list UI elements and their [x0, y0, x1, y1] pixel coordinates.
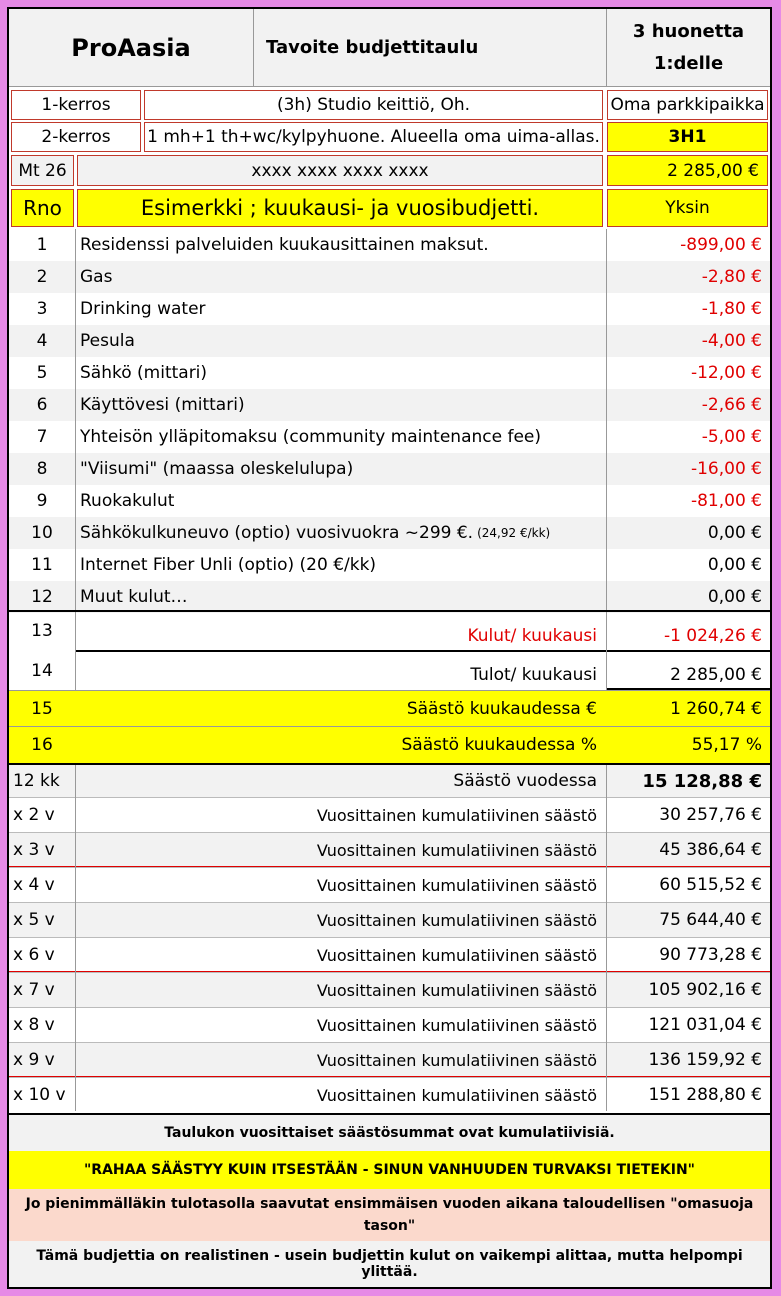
floor2-desc-text: 1 mh+1 th+wc/kylpyhuone. Alueella oma uima-allas.	[147, 127, 600, 147]
col-no-header-text: Rno	[23, 196, 62, 220]
cumulative-desc	[75, 938, 605, 972]
cumulative-row	[9, 1077, 770, 1112]
year-label	[9, 765, 75, 797]
expense-note-text: (24,92 €/kk)	[477, 526, 551, 540]
cumulative-label-text: x 2 v	[13, 805, 55, 825]
expense-row	[9, 325, 770, 357]
row-15-no	[9, 691, 75, 726]
cumulative-value-text: 136 159,92 €	[648, 1050, 762, 1070]
footer-note4-text: Tämä budjettia on realistinen - usein budjettin kulut on vaikempi alittaa, mutta helpompi ylittää.	[36, 1248, 743, 1280]
footer-note3-text: Jo pienimmälläkin tulotasolla saavutat ensimmäisen vuoden aikana taloudellisen "omasuoja tason"	[25, 1196, 754, 1234]
floor2-label	[11, 122, 141, 152]
floor2-desc	[144, 122, 603, 152]
row-13-value-text: -1 024,26 €	[663, 626, 762, 646]
expense-value	[606, 581, 770, 613]
expense-value-text: -5,00 €	[701, 427, 762, 447]
cumulative-value	[606, 938, 770, 972]
row-14-label	[75, 652, 605, 690]
cumulative-desc	[75, 973, 605, 1007]
cumulative-value	[606, 1078, 770, 1112]
expense-label	[75, 581, 605, 613]
cumulative-value-text: 90 773,28 €	[659, 945, 762, 965]
year-value-text: 15 128,88 €	[642, 770, 762, 792]
cumulative-desc-text: Vuosittainen kumulatiivinen säästö	[316, 805, 597, 825]
footer-note3	[9, 1189, 770, 1241]
expense-label	[75, 261, 605, 293]
expense-label	[75, 357, 605, 389]
floor1-desc-text: (3h) Studio keittiö, Oh.	[276, 95, 471, 115]
row-16-label-text: Säästö kuukaudessa %	[401, 735, 597, 755]
expense-row	[9, 453, 770, 485]
row-13-value	[606, 612, 770, 650]
expense-value-text: 0,00 €	[707, 523, 762, 543]
cumulative-value	[606, 798, 770, 832]
row-13	[9, 612, 770, 650]
expense-value	[606, 549, 770, 581]
expense-no-text: 5	[36, 363, 48, 383]
cumulative-row	[9, 1042, 770, 1077]
year-label-text: 12 kk	[13, 771, 60, 791]
floor2-extra-text: 3H1	[668, 127, 707, 147]
cumulative-desc	[75, 1008, 605, 1042]
floor2-label-text: 2-kerros	[41, 127, 111, 147]
expense-label-text: Gas	[80, 267, 113, 287]
expense-no-text: 3	[36, 299, 48, 319]
cumulative-desc-text: Vuosittainen kumulatiivinen säästö	[316, 1015, 597, 1035]
row-14-no-text: 14	[31, 661, 53, 681]
expense-value	[606, 229, 770, 261]
cumulative-desc	[75, 833, 605, 867]
expense-no-text: 10	[31, 523, 53, 543]
cumulative-label-text: x 6 v	[13, 945, 55, 965]
cumulative-row	[9, 937, 770, 972]
expense-value	[606, 261, 770, 293]
row-14-no	[9, 652, 75, 690]
col-no-header	[11, 189, 74, 227]
expense-label	[75, 293, 605, 325]
mt-value	[607, 155, 768, 186]
mt-label-text: Mt 26	[18, 160, 67, 181]
floor1-label-text: 1-kerros	[41, 95, 111, 115]
cumulative-desc-text: Vuosittainen kumulatiivinen säästö	[316, 945, 597, 965]
table-title-text: Esimerkki ; kuukausi- ja vuosibudjetti.	[140, 196, 540, 220]
cumulative-label	[9, 903, 75, 937]
row-15-value	[606, 691, 770, 726]
cumulative-label	[9, 938, 75, 972]
cumulative-value-text: 30 257,76 €	[659, 805, 762, 825]
cumulative-value-text: 105 902,16 €	[648, 980, 762, 1000]
row-15-no-text: 15	[31, 698, 53, 719]
floor2-extra	[607, 122, 768, 152]
cumulative-label	[9, 833, 75, 867]
expense-value-text: -2,66 €	[701, 395, 762, 415]
cumulative-label-text: x 9 v	[13, 1050, 55, 1070]
col-value-header-text: Yksin	[665, 198, 710, 218]
expense-value-text: -12,00 €	[690, 363, 762, 383]
col-divider	[606, 612, 607, 690]
expense-label-text: "Viisumi" (maassa oleskelulupa)	[80, 459, 354, 479]
row-16-label	[75, 727, 605, 763]
expense-no	[9, 325, 75, 357]
row-13-label	[75, 612, 605, 650]
cumulative-value	[606, 1008, 770, 1042]
rooms-cell	[607, 9, 770, 87]
cumulative-value	[606, 833, 770, 867]
expense-label	[75, 549, 605, 581]
cumulative-value	[606, 903, 770, 937]
expense-no-text: 12	[31, 587, 53, 607]
row-13-no	[9, 612, 75, 650]
cumulative-value-text: 121 031,04 €	[648, 1015, 762, 1035]
expense-value	[606, 325, 770, 357]
cumulative-label	[9, 798, 75, 832]
cumulative-value-text: 75 644,40 €	[659, 910, 762, 930]
expense-no	[9, 485, 75, 517]
footer-note1-text: Taulukon vuosittaiset säästösummat ovat kumulatiivisiä.	[164, 1125, 615, 1141]
expense-value	[606, 293, 770, 325]
year-desc	[75, 765, 605, 797]
year-value	[606, 765, 770, 797]
row-13-no-text: 13	[31, 621, 53, 641]
footer-note4	[9, 1241, 770, 1287]
expense-label-text: Drinking water	[80, 299, 206, 319]
cumulative-label	[9, 868, 75, 902]
cumulative-desc	[75, 903, 605, 937]
expense-label	[75, 485, 605, 517]
rooms-line1: 3 huonetta	[632, 20, 745, 42]
cumulative-desc	[75, 798, 605, 832]
expense-value-text: -2,80 €	[701, 267, 762, 287]
expense-row	[9, 261, 770, 293]
floor1-label	[11, 90, 141, 120]
expense-value-text: 0,00 €	[707, 555, 762, 575]
expense-no	[9, 229, 75, 261]
expense-no	[9, 453, 75, 485]
footer-note1	[9, 1113, 770, 1151]
cumulative-label-text: x 8 v	[13, 1015, 55, 1035]
expense-label	[75, 421, 605, 453]
row-16	[9, 726, 770, 763]
expense-value	[606, 453, 770, 485]
expense-no	[9, 549, 75, 581]
row-16-no	[9, 727, 75, 763]
expense-value	[606, 517, 770, 549]
expense-label-text: Sähkökulkuneuvo (optio) vuosivuokra ~299 €.	[80, 523, 474, 543]
expense-row	[9, 357, 770, 389]
cumulative-row	[9, 797, 770, 832]
expense-label-text: Pesula	[80, 331, 135, 351]
mt-desc-text: xxxx xxxx xxxx xxxx	[251, 160, 429, 181]
mt-desc	[77, 155, 603, 186]
page-title: Tavoite budjettitaulu	[266, 37, 479, 58]
mt-label	[11, 155, 74, 186]
expense-value-text: -4,00 €	[701, 331, 762, 351]
expense-row	[9, 581, 770, 613]
cumulative-desc	[75, 1043, 605, 1077]
expense-value	[606, 421, 770, 453]
cumulative-label-text: x 3 v	[13, 840, 55, 860]
expense-no-text: 7	[36, 427, 48, 447]
expense-row	[9, 421, 770, 453]
expense-value-text: -899,00 €	[680, 235, 762, 255]
expense-label	[75, 389, 605, 421]
floor1-desc	[144, 90, 603, 120]
cumulative-label	[9, 1008, 75, 1042]
expense-value-text: -16,00 €	[690, 459, 762, 479]
cumulative-desc-text: Vuosittainen kumulatiivinen säästö	[316, 1085, 597, 1105]
row-15	[9, 690, 770, 726]
cumulative-label	[9, 1043, 75, 1077]
col-divider	[606, 765, 607, 1111]
expense-no	[9, 581, 75, 613]
expense-value-text: 0,00 €	[707, 587, 762, 607]
cumulative-value-text: 151 288,80 €	[648, 1085, 762, 1105]
expense-label-text: Internet Fiber Unli (optio) (20 €/kk)	[80, 555, 377, 575]
expense-value	[606, 485, 770, 517]
expense-no	[9, 421, 75, 453]
brand-title: ProAasia	[71, 33, 191, 62]
expense-row	[9, 389, 770, 421]
expense-no-text: 2	[36, 267, 48, 287]
row-16-value-text: 55,17 %	[691, 735, 762, 755]
cumulative-desc-text: Vuosittainen kumulatiivinen säästö	[316, 840, 597, 860]
cumulative-desc	[75, 1078, 605, 1112]
expense-no-text: 6	[36, 395, 48, 415]
expense-no-text: 8	[36, 459, 48, 479]
expense-row	[9, 517, 770, 549]
expense-value	[606, 357, 770, 389]
rooms-line2: 1:delle	[653, 52, 724, 74]
row-15-label	[75, 691, 605, 726]
expense-label-text: Käyttövesi (mittari)	[80, 395, 245, 415]
row-14-label-text: Tulot/ kuukausi	[470, 665, 597, 685]
row-14-value-text: 2 285,00 €	[670, 665, 762, 685]
cumulative-row	[9, 1007, 770, 1042]
row-14-value	[606, 652, 770, 690]
row-16-no-text: 16	[31, 735, 53, 755]
cumulative-label-text: x 10 v	[13, 1085, 66, 1105]
budget-sheet	[7, 7, 772, 1289]
cumulative-value	[606, 868, 770, 902]
cumulative-label	[9, 973, 75, 1007]
expense-row	[9, 485, 770, 517]
cumulative-value-text: 45 386,64 €	[659, 840, 762, 860]
expense-row	[9, 549, 770, 581]
expense-label	[75, 517, 605, 549]
expense-row	[9, 293, 770, 325]
cumulative-desc-text: Vuosittainen kumulatiivinen säästö	[316, 1050, 597, 1070]
expense-no-text: 9	[36, 491, 48, 511]
floor1-extra	[607, 90, 768, 120]
cumulative-desc-text: Vuosittainen kumulatiivinen säästö	[316, 875, 597, 895]
year-desc-text: Säästö vuodessa	[453, 771, 597, 791]
expense-no	[9, 517, 75, 549]
cumulative-label-text: x 7 v	[13, 980, 55, 1000]
expense-no-text: 4	[36, 331, 48, 351]
expense-label-text: Residenssi palveluiden kuukausittainen maksut.	[80, 235, 489, 255]
expense-value-text: -1,80 €	[701, 299, 762, 319]
expense-value	[606, 389, 770, 421]
cumulative-label-text: x 5 v	[13, 910, 55, 930]
expense-no-text: 11	[31, 555, 53, 575]
expense-no-text: 1	[36, 235, 48, 255]
cumulative-row	[9, 902, 770, 937]
expense-no	[9, 293, 75, 325]
cumulative-value	[606, 1043, 770, 1077]
col-divider	[75, 765, 76, 1111]
expense-label-text: Yhteisön ylläpitomaksu (community maintenance fee)	[80, 427, 542, 447]
cumulative-value	[606, 973, 770, 1007]
row-13-label-text: Kulut/ kuukausi	[467, 626, 597, 646]
cumulative-desc	[75, 868, 605, 902]
row-14	[9, 652, 770, 690]
expense-label-text: Ruokakulut	[80, 491, 175, 511]
title-cell	[254, 9, 607, 87]
cumulative-value-text: 60 515,52 €	[659, 875, 762, 895]
year-row	[9, 765, 770, 797]
footer-note2	[9, 1151, 770, 1189]
cumulative-row	[9, 832, 770, 867]
cumulative-desc-text: Vuosittainen kumulatiivinen säästö	[316, 910, 597, 930]
expense-no	[9, 389, 75, 421]
expense-label-text: Muut kulut…	[80, 587, 188, 607]
expense-no	[9, 357, 75, 389]
cumulative-row	[9, 867, 770, 902]
cumulative-label-text: x 4 v	[13, 875, 55, 895]
expense-value-text: -81,00 €	[690, 491, 762, 511]
table-title	[77, 189, 603, 227]
col-value-header	[607, 189, 768, 227]
cumulative-row	[9, 972, 770, 1007]
expense-label	[75, 453, 605, 485]
expense-label	[75, 229, 605, 261]
row-16-value	[606, 727, 770, 763]
cumulative-desc-text: Vuosittainen kumulatiivinen säästö	[316, 980, 597, 1000]
cumulative-label	[9, 1078, 75, 1112]
col-divider	[75, 229, 76, 610]
expense-label-text: Sähkö (mittari)	[80, 363, 208, 383]
footer-note2-text: "RAHAA SÄÄSTYY KUIN ITSESTÄÄN - SINUN VANHUUDEN TURVAKSI TIETEKIN"	[84, 1162, 695, 1178]
col-divider	[606, 229, 607, 610]
col-divider	[75, 612, 76, 690]
row-15-value-text: 1 260,74 €	[670, 698, 762, 719]
expense-label	[75, 325, 605, 357]
expense-no	[9, 261, 75, 293]
mt-value-text: 2 285,00 €	[667, 160, 759, 181]
brand-cell	[9, 9, 254, 87]
expense-row	[9, 229, 770, 261]
floor1-extra-text: Oma parkkipaikka	[610, 95, 765, 115]
row-15-label-text: Säästö kuukaudessa €	[406, 698, 597, 719]
